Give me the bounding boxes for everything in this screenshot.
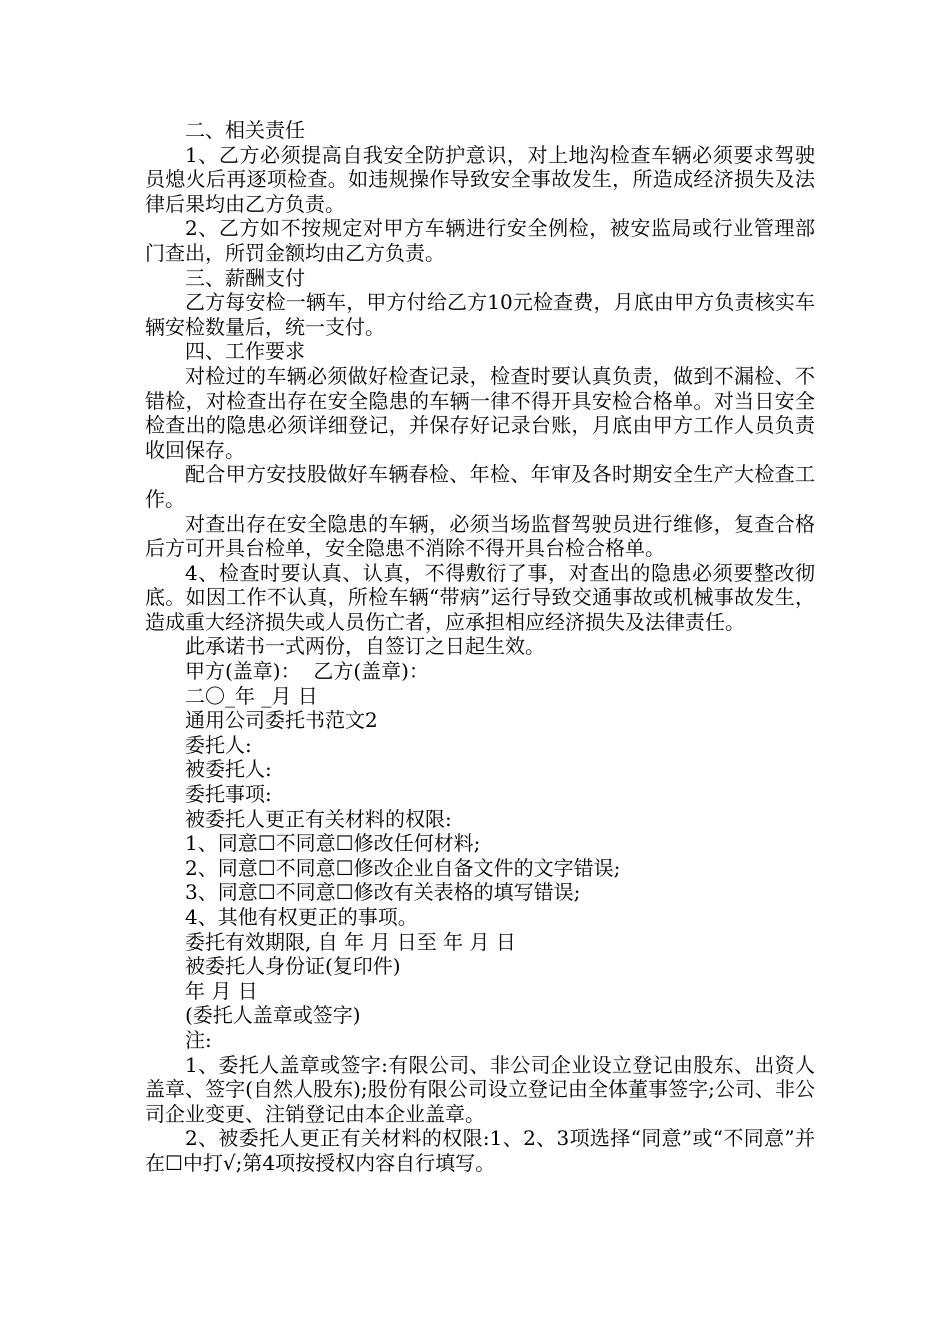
field-matters: 委托事项:: [185, 782, 272, 807]
paragraph-work-1: 对检过的车辆必须做好检查记录，检查时要认真负责，做到不漏检、不错检，对检查出存在安全隐患的车辆一律不得开具安检合格单。对当日安全检查出的隐患必须详细登记，并保存好记录台账，月底由甲方工作人员负责收回保存。: [145, 363, 815, 462]
authority-option-4: 4、其他有权更正的事项。: [185, 905, 418, 929]
section-heading-responsibility: 二、相关责任: [185, 118, 305, 142]
signature-line-parties: 甲方(盖章)： 乙方(盖章)：: [185, 659, 429, 684]
section-heading-work-requirements: 四、工作要求: [185, 339, 305, 364]
paragraph-responsibility-1: 1、乙方必须提高自我安全防护意识，对上地沟检查车辆必须要求驾驶员熄火后再逐项检查。如违规操作导致安全事故发生，所造成经济损失及法律后果均由乙方负责。: [145, 142, 815, 216]
document-body: [145, 118, 815, 1176]
date-line-2: 年 月 日: [185, 978, 258, 1003]
paragraph-payment: 乙方每安检一辆车，甲方付给乙方10元检查费，月底由甲方负责核实车辆安检数量后，统一支付。: [145, 290, 815, 339]
date-line: 二〇_年 _月 日: [185, 683, 318, 708]
field-principal: 委托人:: [185, 732, 252, 757]
paragraph-effective: 此承诺书一式两份，自签订之日起生效。: [185, 634, 545, 659]
paragraph-work-2: 配合甲方安技股做好车辆春检、年检、年审及各时期安全生产大检查工作。: [145, 462, 815, 511]
document-subtitle: 通用公司委托书范文2: [185, 708, 378, 733]
field-agent-authority: 被委托人更正有关材料的权限:: [185, 806, 452, 831]
field-agent: 被委托人:: [185, 757, 272, 782]
field-agent-id-copy: 被委托人身份证(复印件): [185, 954, 401, 979]
notes-heading: 注:: [185, 1027, 212, 1052]
authority-option-1: 1、同意☐不同意☐修改任何材料;: [185, 831, 481, 856]
authority-option-2: 2、同意☐不同意☐修改企业自备文件的文字错误;: [185, 855, 621, 880]
principal-seal-note: (委托人盖章或签字): [185, 1003, 361, 1028]
paragraph-work-4: 4、检查时要认真、认真，不得敷衍了事，对查出的隐患必须要整改彻底。如因工作不认真，所检车辆“带病”运行导致交通事故或机械事故发生，造成重大经济损失或人员伤亡者，应承担相应经济损失及法律责任。: [145, 560, 815, 634]
paragraph-work-3: 对查出存在安全隐患的车辆，必须当场监督驾驶员进行维修，复查合格后方可开具台检单，安全隐患不消除不得开具台检合格单。: [145, 511, 815, 561]
note-1: 1、委托人盖章或签字:有限公司、非公司企业设立登记由股东、出资人盖章、签字(自然人股东);股份有限公司设立登记由全体董事签字;公司、非公司企业变更、注销登记由本企业盖章。: [145, 1052, 815, 1126]
authority-option-3: 3、同意☐不同意☐修改有关表格的填写错误;: [185, 880, 581, 905]
field-validity-period: 委托有效期限, 自 年 月 日至 年 月 日: [185, 929, 516, 954]
note-2: 2、被委托人更正有关材料的权限:1、2、3项选择“同意”或“不同意”并在☐中打√;第4项按授权内容自行填写。: [145, 1126, 815, 1175]
paragraph-responsibility-2: 2、乙方如不按规定对甲方车辆进行安全例检，被安监局或行业管理部门查出，所罚金额均由乙方负责。: [145, 216, 815, 265]
section-heading-payment: 三、薪酬支付: [185, 265, 305, 290]
